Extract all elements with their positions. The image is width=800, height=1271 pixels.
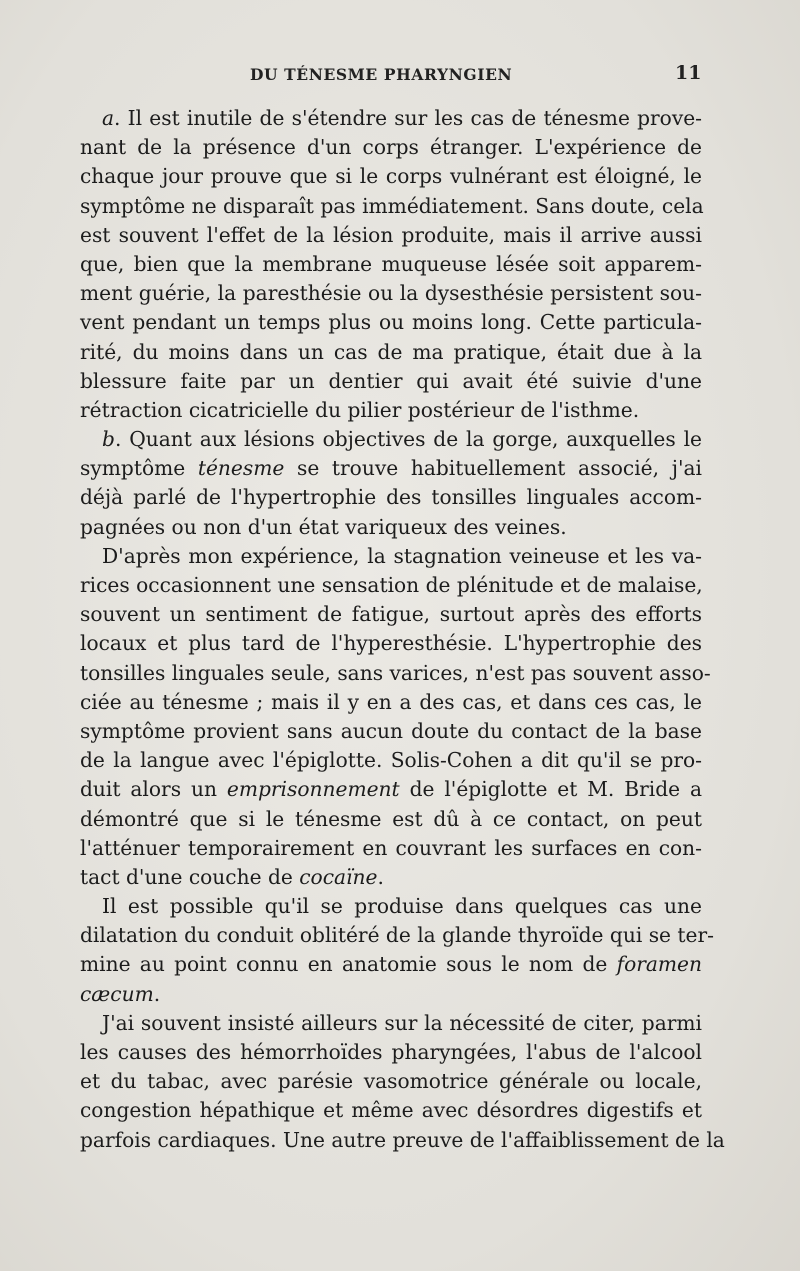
text-line: rices occasionnent une sensation de plénitude et de malaise, (80, 573, 703, 597)
paragraph (80, 425, 702, 542)
text-line: les causes des hémorrhoïdes pharyngées, l'abus de l'alcool (80, 1040, 702, 1064)
text-line: b. Quant aux lésions objectives de la gorge, auxquelles le (102, 427, 702, 452)
text-line: congestion hépathique et même avec désordres digestifs et (80, 1098, 702, 1123)
text-line: chaque jour prouve que si le corps vulnérant est éloigné, le (80, 164, 702, 189)
paragraph (80, 892, 714, 1009)
text-line: symptôme ténesme se trouve habituellement associé, j'ai (80, 456, 702, 481)
paragraph (80, 1009, 725, 1155)
text-line: dilatation du conduit oblitéré de la glande thyroïde qui se ter- (80, 923, 714, 948)
text-line: vent pendant un temps plus ou moins long. Cette particula- (80, 310, 702, 335)
text-line: duit alors un emprisonnement de l'épiglotte et M. Bride a (80, 777, 703, 802)
text-line: est souvent l'effet de la lésion produite, mais il arrive aussi (80, 222, 702, 247)
text-line: tonsilles linguales seule, sans varices, n'est pas souvent asso- (80, 660, 711, 685)
text-line: J'ai souvent insisté ailleurs sur la nécessité de citer, parmi (102, 1010, 702, 1035)
text-line: tact d'une couche de cocaïne. (80, 864, 384, 889)
text-line: rité, du moins dans un cas de ma pratique, était due à la (80, 339, 702, 364)
text-line: nant de la présence d'un corps étranger. L'expérience de (80, 135, 702, 160)
paragraph (80, 104, 702, 425)
text-line: pagnées ou non d'un état variqueux des veines. (80, 514, 567, 539)
text-line: mine au point connu en anatomie sous le nom de foramen (80, 952, 702, 977)
text-line: déjà parlé de l'hypertrophie des tonsilles linguales accom- (80, 485, 702, 510)
text-line: a. Il est inutile de s'étendre sur les cas de ténesme prove- (102, 106, 702, 130)
text-line: Il est possible qu'il se produise dans quelques cas une (102, 894, 702, 919)
text-line: D'après mon expérience, la stagnation veineuse et les va- (102, 543, 702, 568)
text-line: symptôme ne disparaît pas immédiatement. Sans doute, cela (80, 193, 704, 218)
body-text (80, 104, 725, 1155)
text-line: cæcum. (80, 981, 161, 1006)
running-title: DU TÉNESME PHARYNGIEN (250, 65, 513, 84)
text-line: parfois cardiaques. Une autre preuve de l'affaiblissement de la (80, 1127, 725, 1152)
text-line: rétraction cicatricielle du pilier postérieur de l'isthme. (80, 397, 640, 422)
text-line: l'atténuer temporairement en couvrant les surfaces en con- (80, 835, 702, 860)
text-line: ment guérie, la paresthésie ou la dysesthésie persistent sou- (80, 281, 702, 306)
paragraph (80, 542, 711, 892)
page-header (0, 62, 800, 88)
text-line: que, bien que la membrane muqueuse lésée soit apparem- (80, 251, 702, 276)
text-line: blessure faite par un dentier qui avait été suivie d'une (80, 368, 702, 393)
text-line: souvent un sentiment de fatigue, surtout après des efforts (80, 602, 702, 627)
text-line: de la langue avec l'épiglotte. Solis-Cohen a dit qu'il se pro- (80, 748, 702, 773)
text-line: locaux et plus tard de l'hyperesthésie. L'hypertrophie des (80, 631, 702, 656)
text-line: symptôme provient sans aucun doute du contact de la base (80, 718, 702, 743)
text-line: et du tabac, avec parésie vasomotrice générale ou locale, (80, 1069, 702, 1094)
text-line: ciée au ténesme ; mais il y en a des cas, et dans ces cas, le (80, 689, 702, 714)
page-number: 11 (675, 62, 702, 84)
text-line: démontré que si le ténesme est dû à ce contact, on peut (80, 806, 702, 831)
